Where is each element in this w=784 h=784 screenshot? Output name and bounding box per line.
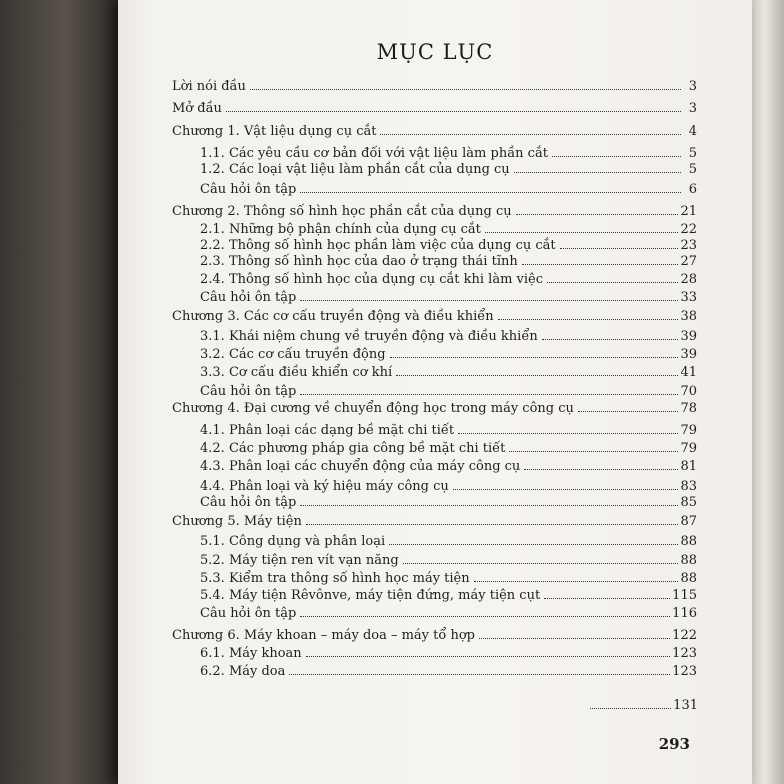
toc-entry [172,304,697,324]
toc-page-number: 21 [680,204,697,219]
toc-entry-label: Chương 1. Vật liệu dụng cụ cắt [172,124,377,139]
leader-dots [522,264,679,265]
leader-dots [300,394,678,395]
toc-entry-label: Câu hỏi ôn tập [200,290,297,305]
toc-entry [200,659,697,679]
toc-page-number: 6 [688,182,697,197]
toc-page-number: 123 [672,646,697,661]
toc-entry-label: Chương 3. Các cơ cấu truyền động và điều khiển [172,309,494,324]
toc-entry [200,548,697,568]
leader-dots [226,111,681,112]
toc-page-number: 88 [680,571,697,586]
leader-dots [479,638,670,639]
leader-dots [458,433,678,434]
toc-page-number: 3 [688,101,697,116]
toc-entry-label: Chương 6. Máy khoan – máy doa – máy tổ hợp [172,628,475,643]
leader-dots [300,192,681,193]
leader-dots [509,451,678,452]
toc-entry [200,360,697,380]
leader-dots [524,469,678,470]
toc-entry [200,418,697,438]
toc-entry [200,177,697,197]
leader-dots [289,674,670,675]
toc-entry-label: 3.1. Khái niệm chung về truyền động và điều khiển [200,329,538,344]
page-title: MỤC LỤC [376,40,494,64]
toc-trailing-page-row [588,693,698,713]
toc-page-number: 85 [680,495,697,510]
book-page [118,0,752,784]
toc-page-number: 79 [680,423,697,438]
leader-dots [498,319,679,320]
leader-dots [306,524,679,525]
toc-entry-label: Câu hỏi ôn tập [200,606,297,621]
toc-page-number: 28 [680,272,697,287]
toc-entry [172,119,697,139]
toc-entry [200,342,697,362]
toc-entry-label: 1.2. Các loại vật liệu làm phần cắt của dụng cụ [200,162,510,177]
toc-entry-label: 3.3. Cơ cấu điều khiển cơ khí [200,365,393,380]
toc-page-number: 79 [680,441,697,456]
toc-entry-label: 4.4. Phân loại và ký hiệu máy công cụ [200,479,449,494]
leader-dots [300,505,678,506]
table-of-contents [118,0,752,784]
toc-page-number: 38 [680,309,697,324]
toc-page-number: 131 [673,698,698,713]
leader-dots [514,172,681,173]
leader-dots [542,339,679,340]
toc-entry-label: 1.1. Các yêu cầu cơ bản đối với vật liệu làm phần cắt [200,146,548,161]
leader-dots [380,134,681,135]
toc-entry [172,74,697,94]
toc-entry [200,641,697,661]
toc-entry-label: Câu hỏi ôn tập [200,495,297,510]
toc-entry-label: Câu hỏi ôn tập [200,182,297,197]
book-spine-shadow [0,0,118,784]
toc-page-number: 23 [680,238,697,253]
leader-dots [250,89,681,90]
leader-dots [300,616,670,617]
toc-entry [200,601,697,621]
toc-entry-label: 5.3. Kiểm tra thông số hình học máy tiện [200,571,470,586]
toc-entry [200,490,697,510]
toc-entry [200,285,697,305]
toc-entry [172,509,697,529]
toc-page-number: 39 [680,329,697,344]
toc-page-number: 78 [680,401,697,416]
leader-dots [403,563,679,564]
toc-page-number: 81 [680,459,697,474]
toc-page-number: 22 [680,222,697,237]
toc-page-number: 39 [680,347,697,362]
toc-page-number: 115 [672,588,697,603]
toc-entry [172,623,697,643]
toc-entry [200,454,697,474]
toc-page-number: 88 [680,534,697,549]
toc-page-number: 3 [688,79,697,94]
toc-page-number: 5 [688,162,697,177]
toc-page-number: 83 [680,479,697,494]
toc-entry-label: 6.2. Máy doa [200,664,286,679]
toc-entry-label: 4.2. Các phương pháp gia công bề mặt chi tiết [200,441,506,456]
toc-entry [172,96,697,116]
toc-entry [200,267,697,287]
toc-page-number: 5 [688,146,697,161]
toc-entry-label: Câu hỏi ôn tập [200,384,297,399]
toc-entry-label: 2.2. Thông số hình học phần làm việc của dụng cụ cắt [200,238,556,253]
toc-entry-label: 5.2. Máy tiện ren vít vạn năng [200,553,399,568]
toc-entry-label: Chương 4. Đại cương về chuyển động học trong máy công cụ [172,401,574,416]
page-edge [752,0,784,784]
toc-entry-label: Chương 2. Thông số hình học phần cắt của dụng cụ [172,204,512,219]
toc-page-number: 33 [680,290,697,305]
toc-page-number: 123 [672,664,697,679]
toc-entry-label: 2.1. Những bộ phận chính của dụng cụ cắt [200,222,481,237]
toc-entry-label: Chương 5. Máy tiện [172,514,302,529]
leader-dots [396,375,678,376]
toc-page-number: 70 [680,384,697,399]
toc-entry-label: 4.1. Phân loại các dạng bề mặt chi tiết [200,423,455,438]
leader-dots [390,357,679,358]
leader-dots [306,656,670,657]
page-number: 293 [658,735,690,753]
leader-dots [300,300,678,301]
toc-page-number: 4 [688,124,697,139]
leader-dots [516,214,679,215]
toc-page-number: 87 [680,514,697,529]
toc-entry-label: 6.1. Máy khoan [200,646,302,661]
toc-entry [200,583,697,603]
toc-page-number: 88 [680,553,697,568]
toc-entry [200,249,697,269]
leader-dots [474,581,679,582]
toc-entry [172,199,697,219]
toc-entry [200,324,697,344]
toc-entry [172,396,697,416]
toc-entry [200,157,697,177]
toc-entry-label: 2.3. Thông số hình học của dao ở trạng thái tĩnh [200,254,518,269]
toc-page-number: 27 [680,254,697,269]
leader-dots [547,282,678,283]
toc-entry-label: 2.4. Thông số hình học của dụng cụ cắt khi làm việc [200,272,544,287]
toc-entry [200,436,697,456]
toc-entry-label: Lời nói đầu [172,79,246,94]
toc-entry-label: 4.3. Phân loại các chuyển động của máy công cụ [200,459,521,474]
toc-page-number: 41 [680,365,697,380]
leader-dots [578,411,679,412]
toc-entry [200,529,697,549]
toc-page-number: 122 [672,628,697,643]
leader-dots [590,708,671,709]
toc-page-number: 116 [672,606,697,621]
toc-entry-label: 5.1. Công dụng và phân loại [200,534,386,549]
toc-entry-label: 5.4. Máy tiện Rêvônve, máy tiện đứng, máy tiện cụt [200,588,541,603]
toc-entry-label: Mở đầu [172,101,222,116]
toc-entry-label: 3.2. Các cơ cấu truyền động [200,347,386,362]
leader-dots [544,598,670,599]
leader-dots [389,544,678,545]
